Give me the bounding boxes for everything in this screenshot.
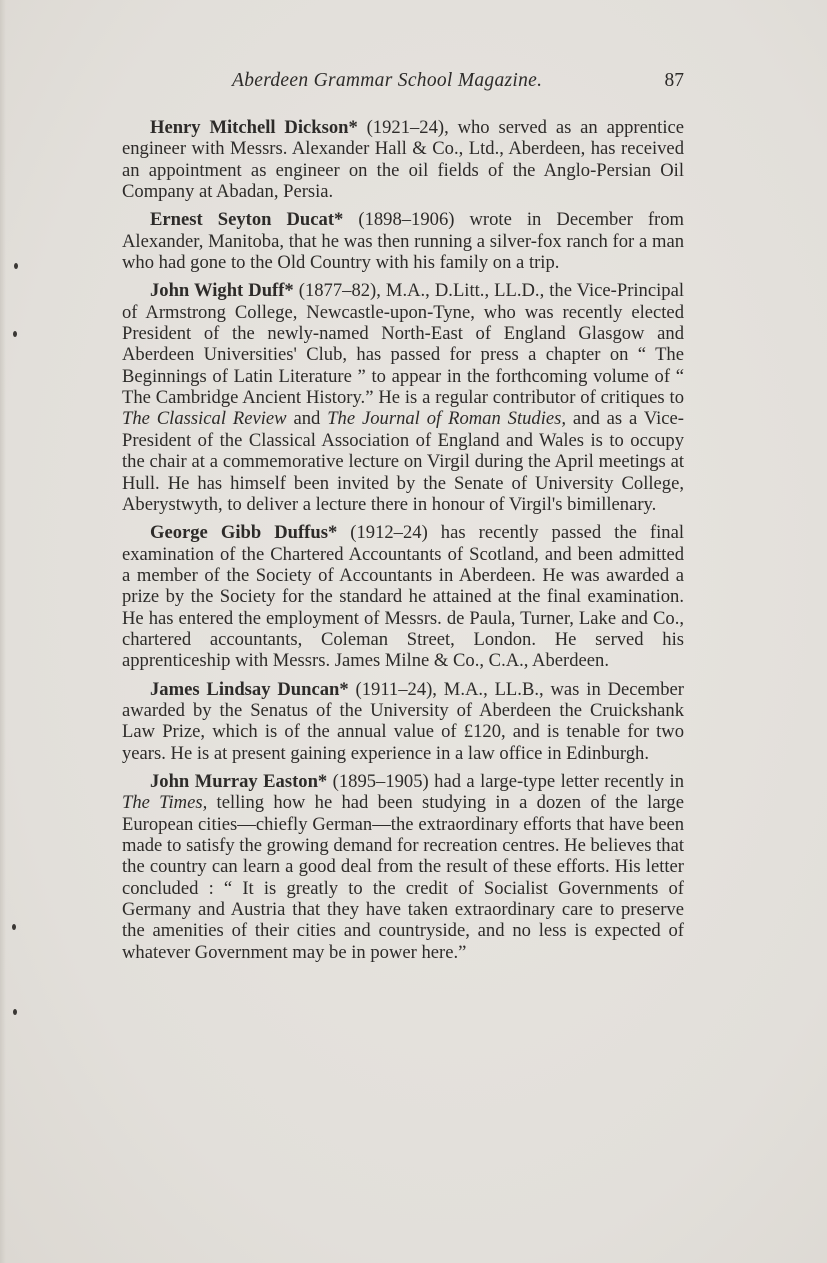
entry-text: and as a Vice-President of the Classical Association of England and Wales is to occupy the chair at a commemorative lecture on Virgil during the April meetings at Hull. He has himself been invited by the Senate of University College, Aberystwyth, to deliver a lecture there in honour of Virgil's bimillenary. — [122, 408, 684, 515]
entry-text: (1895–1905) had a large-type letter recently in — [327, 770, 685, 792]
entry-dickson — [122, 117, 684, 202]
page-number: 87 — [664, 70, 684, 91]
publication-title: The Classical Review — [122, 408, 287, 430]
publication-title: The Times, — [122, 792, 208, 814]
entry-ducat — [122, 209, 684, 273]
entry-text: (1877–82), M.A., D.Litt., LL.D., the Vice-Principal of Armstrong College, Newcastle-upon-Tyne, who was recently elected President of the newly-named North-East of England Glasgow and Aberdeen Universities' Club, has passed for press a chapter on “ The Beginnings of Latin Literature ” to appear in the forthcoming volume of “ The Cambridge Ancient History.” He is a regular contributor of critiques to — [122, 280, 684, 409]
entry-duffus — [122, 522, 684, 671]
running-header — [232, 70, 684, 100]
person-name: John Wight Duff* — [150, 280, 294, 302]
page-edge-shadow — [0, 0, 6, 1263]
person-name: James Lindsay Duncan* — [150, 678, 349, 700]
entry-text: telling how he had been studying in a dozen of the large European cities—chiefly German—the extraordinary efforts that have been made to satisfy the growing demand for recreation centres. He believes that the country can learn a good deal from the result of these efforts. His letter concluded : “ It is greatly to the credit of Socialist Governments of Germany and Austria that they have taken extraordinary care to preserve the amenities of their cities and countryside, and no less is expected of whatever Government may be in power here.” — [122, 792, 684, 963]
entry-text: (1898–1906) wrote in December from Alexander, Manitoba, that he was then running a silver-fox ranch for a man who had gone to the Old Country with his family on a trip. — [122, 209, 684, 274]
entry-text: and — [286, 408, 328, 430]
publication-title: The Journal of Roman Studies, — [327, 408, 567, 430]
person-name: George Gibb Duffus* — [150, 522, 338, 544]
running-title: Aberdeen Grammar School Magazine. — [232, 70, 543, 91]
margin-speck — [13, 1009, 17, 1015]
margin-speck — [12, 924, 16, 930]
person-name: Henry Mitchell Dickson* — [150, 117, 358, 138]
person-name: John Murray Easton* — [150, 770, 328, 792]
entry-easton — [122, 771, 684, 963]
entry-duncan — [122, 679, 684, 764]
entry-text: (1912–24) has recently passed the final examination of the Chartered Accountants of Scotland, and been admitted a member of the Society of Accountants in Aberdeen. He was awarded a prize by the Society for the standard he attained at the final examination. He has entered the employment of Messrs. de Paula, Turner, Lake and Co., chartered accountants, Coleman Street, London. He served his apprenticeship with Messrs. James Milne & Co., C.A., Aberdeen. — [122, 522, 685, 672]
margin-speck — [13, 331, 17, 337]
entry-text: (1921–24), who served as an apprentice engineer with Messrs. Alexander Hall & Co., Ltd., Aberdeen, has received an appointment as engineer on the oil fields of the Anglo-Persian Oil Company at Abadan, Persia. — [122, 117, 684, 203]
entry-duff — [122, 280, 684, 515]
entry-text: (1911–24), M.A., LL.B., was in December awarded by the Senatus of the University of Aberdeen the Cruickshank Law Prize, which is of the annual value of £120, and is tenable for two years. He is at present gaining experience in a law office in Edinburgh. — [122, 678, 684, 764]
margin-speck — [14, 263, 18, 269]
person-name: Ernest Seyton Ducat* — [150, 209, 344, 231]
article-body — [122, 117, 684, 970]
